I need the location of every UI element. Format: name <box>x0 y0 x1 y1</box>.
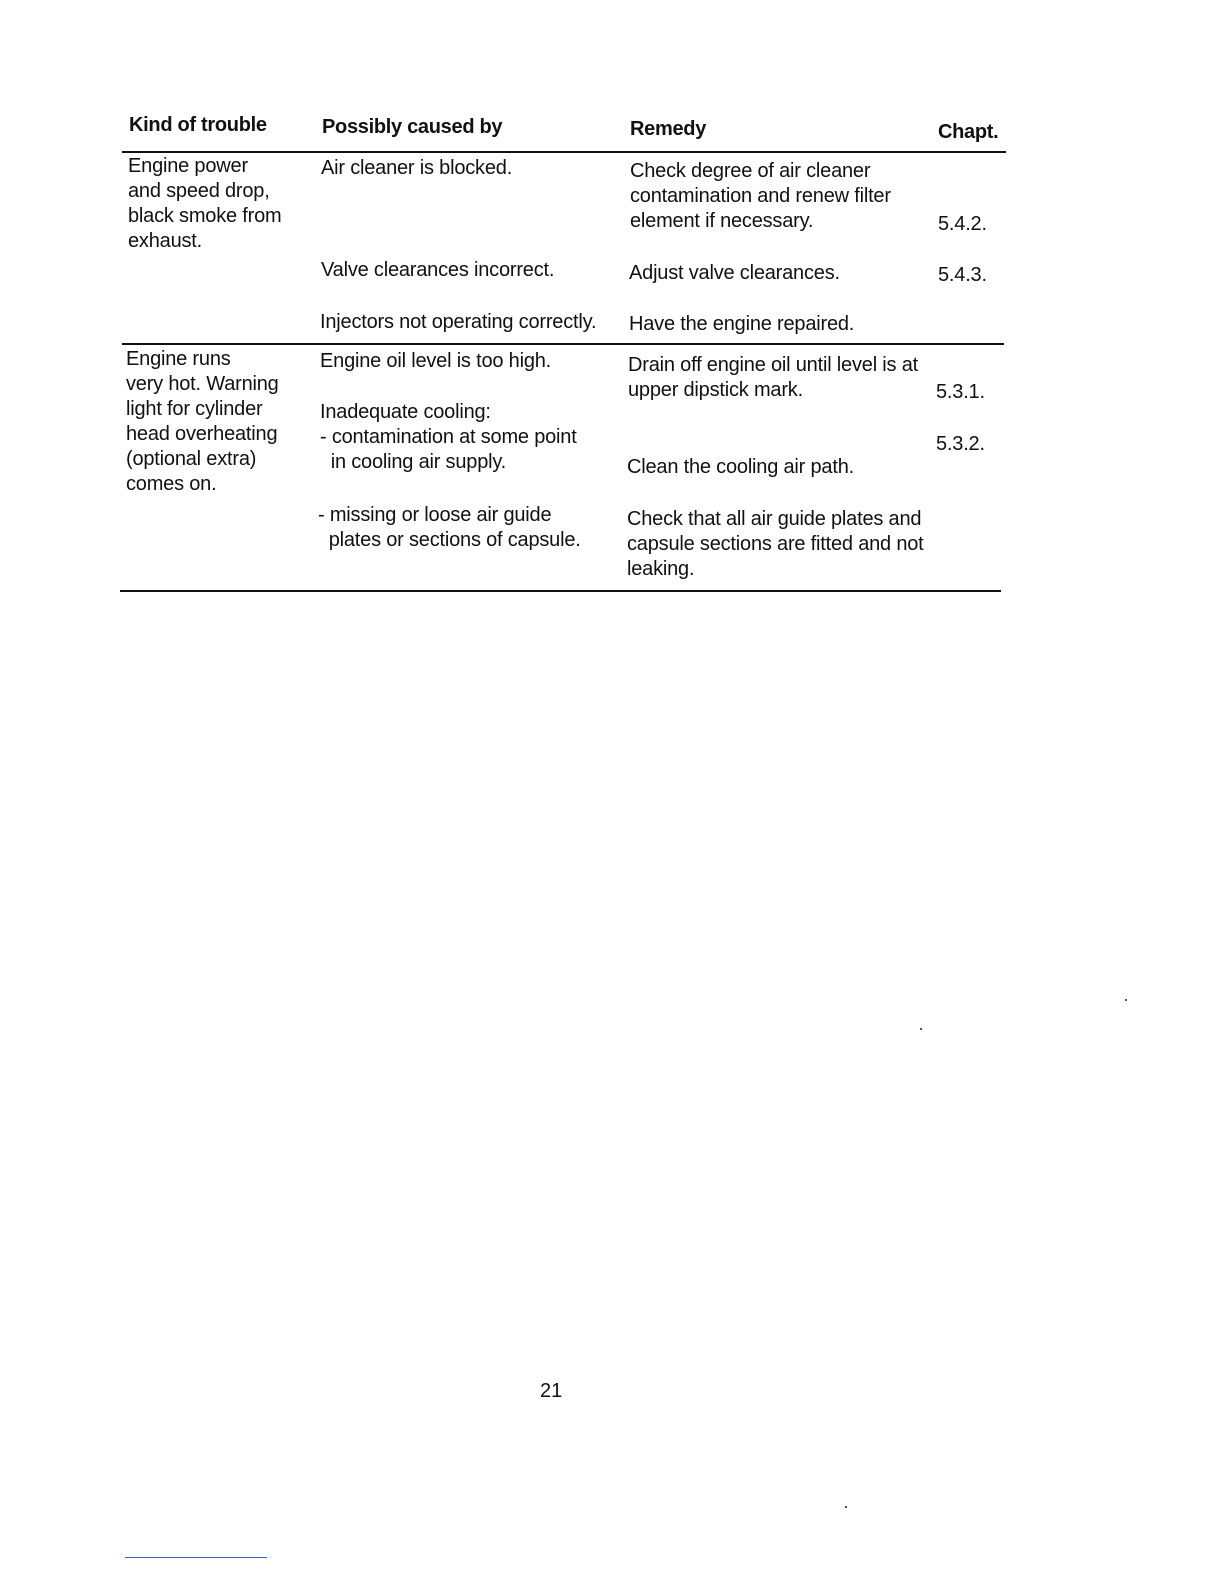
scan-speck <box>1125 999 1127 1001</box>
cause-oil-level-high: Engine oil level is too high. <box>320 350 552 372</box>
remedy-check-air-guide-plates: Check that all air guide plates and capsule sections are fitted and not leaking. <box>627 508 924 580</box>
remedy-clean-air-path: Clean the cooling air path. <box>627 456 854 478</box>
header-possibly-caused-by: Possibly caused by <box>322 116 503 138</box>
header-kind-of-trouble: Kind of trouble <box>129 114 267 136</box>
remedy-air-cleaner: Check degree of air cleaner contamination and renew filter element if necessary. <box>630 160 891 232</box>
header-remedy: Remedy <box>630 118 707 140</box>
header-rule <box>122 151 1006 153</box>
cause-injectors: Injectors not operating correctly. <box>320 311 597 333</box>
scan-speck <box>920 1028 922 1030</box>
cause-inadequate-cooling: Inadequate cooling: - contamination at some point in cooling air supply. <box>320 401 577 473</box>
trouble-engine-power: Engine power and speed drop, black smoke from exhaust. <box>128 155 282 252</box>
group-divider <box>122 343 1004 345</box>
scan-edge-line <box>125 1557 267 1558</box>
chapt-5-3-2: 5.3.2. <box>936 433 985 455</box>
chapt-5-3-1: 5.3.1. <box>936 381 985 403</box>
remedy-drain-oil: Drain off engine oil until level is at upper dipstick mark. <box>628 354 918 401</box>
cause-valve-clearances: Valve clearances incorrect. <box>321 259 555 281</box>
cause-air-guide-plates: - missing or loose air guide plates or sections of capsule. <box>318 504 581 551</box>
trouble-engine-runs-hot: Engine runs very hot. Warning light for cylinder head overheating (optional extra) comes on. <box>126 348 279 495</box>
scan-speck <box>845 1506 847 1508</box>
chapt-5-4-3: 5.4.3. <box>938 264 987 286</box>
chapt-5-4-2: 5.4.2. <box>938 213 987 235</box>
table-bottom-rule <box>120 590 1001 592</box>
page-number: 21 <box>540 1380 563 1402</box>
remedy-valve-clearances: Adjust valve clearances. <box>629 262 840 284</box>
remedy-engine-repaired: Have the engine repaired. <box>629 313 855 335</box>
header-chapt: Chapt. <box>938 121 999 143</box>
cause-air-cleaner: Air cleaner is blocked. <box>321 157 513 179</box>
